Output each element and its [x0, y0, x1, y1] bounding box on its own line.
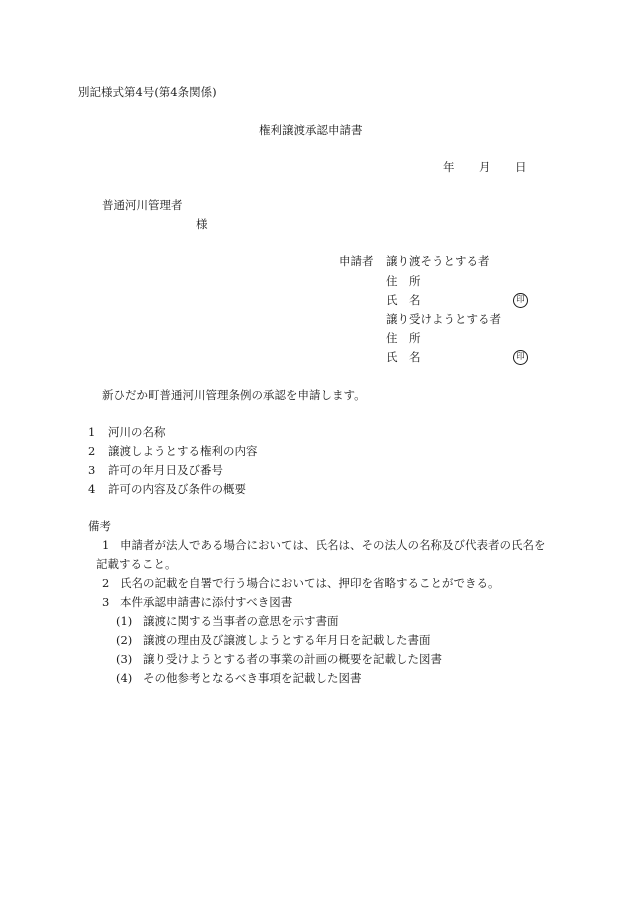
item-text: 許可の年月日及び番号	[108, 463, 223, 477]
note-text-continued: 記載すること。	[96, 557, 177, 571]
item-number: 1	[88, 425, 96, 439]
item-text: 河川の名称	[108, 425, 166, 439]
note-number: 2	[102, 576, 110, 590]
transferor-seal-mark: 印	[513, 293, 528, 308]
transferee-label: 譲り受けようとする者	[386, 312, 501, 326]
addressee-honorific: 様	[196, 217, 208, 231]
attachment-text: 譲渡の理由及び譲渡しようとする年月日を記載した書面	[143, 633, 431, 647]
transferor-address-char2: 所	[409, 274, 421, 288]
transferee-address-char2: 所	[409, 331, 421, 345]
transferor-name-char1: 氏	[386, 293, 398, 307]
date-year-label: 年	[443, 160, 455, 174]
item-number: 3	[88, 463, 96, 477]
attachment-number: (4)	[116, 671, 133, 685]
attachment-number: (2)	[116, 633, 133, 647]
transferee-seal-mark: 印	[513, 350, 528, 365]
applicant-label: 申請者	[339, 254, 374, 268]
addressee-name: 普通河川管理者	[102, 198, 183, 212]
form-number: 別記様式第4号(第4条関係)	[78, 85, 217, 99]
transferee-address-char1: 住	[386, 331, 398, 345]
transferee-name-char2: 名	[409, 350, 421, 364]
transferor-address-char1: 住	[386, 274, 398, 288]
transferor-label: 譲り渡そうとする者	[386, 254, 490, 268]
note-text: 申請者が法人である場合においては、氏名は、その法人の名称及び代表者の氏名を	[120, 538, 546, 552]
date-month-label: 月	[479, 160, 491, 174]
date-day-label: 日	[515, 160, 527, 174]
attachment-text: その他参考となるべき事項を記載した図書	[143, 671, 362, 685]
item-text: 譲渡しようとする権利の内容	[108, 444, 258, 458]
attachment-number: (3)	[116, 652, 133, 666]
note-text: 本件承認申請書に添付すべき図書	[120, 595, 293, 609]
request-text: 新ひだか町普通河川管理条例の承認を申請します。	[102, 388, 366, 402]
document-title: 権利譲渡承認申請書	[259, 123, 363, 137]
attachment-number: (1)	[116, 614, 133, 628]
transferor-name-char2: 名	[409, 293, 421, 307]
note-text: 氏名の記載を自署で行う場合においては、押印を省略することができる。	[120, 576, 500, 590]
notes-heading: 備考	[88, 519, 111, 533]
item-text: 許可の内容及び条件の概要	[108, 482, 246, 496]
transferee-name-char1: 氏	[386, 350, 398, 364]
item-number: 2	[88, 444, 96, 458]
item-number: 4	[88, 482, 96, 496]
note-number: 1	[102, 538, 110, 552]
attachment-text: 譲り受けようとする者の事業の計画の概要を記載した図書	[143, 652, 442, 666]
attachment-text: 譲渡に関する当事者の意思を示す書面	[143, 614, 339, 628]
note-number: 3	[102, 595, 110, 609]
